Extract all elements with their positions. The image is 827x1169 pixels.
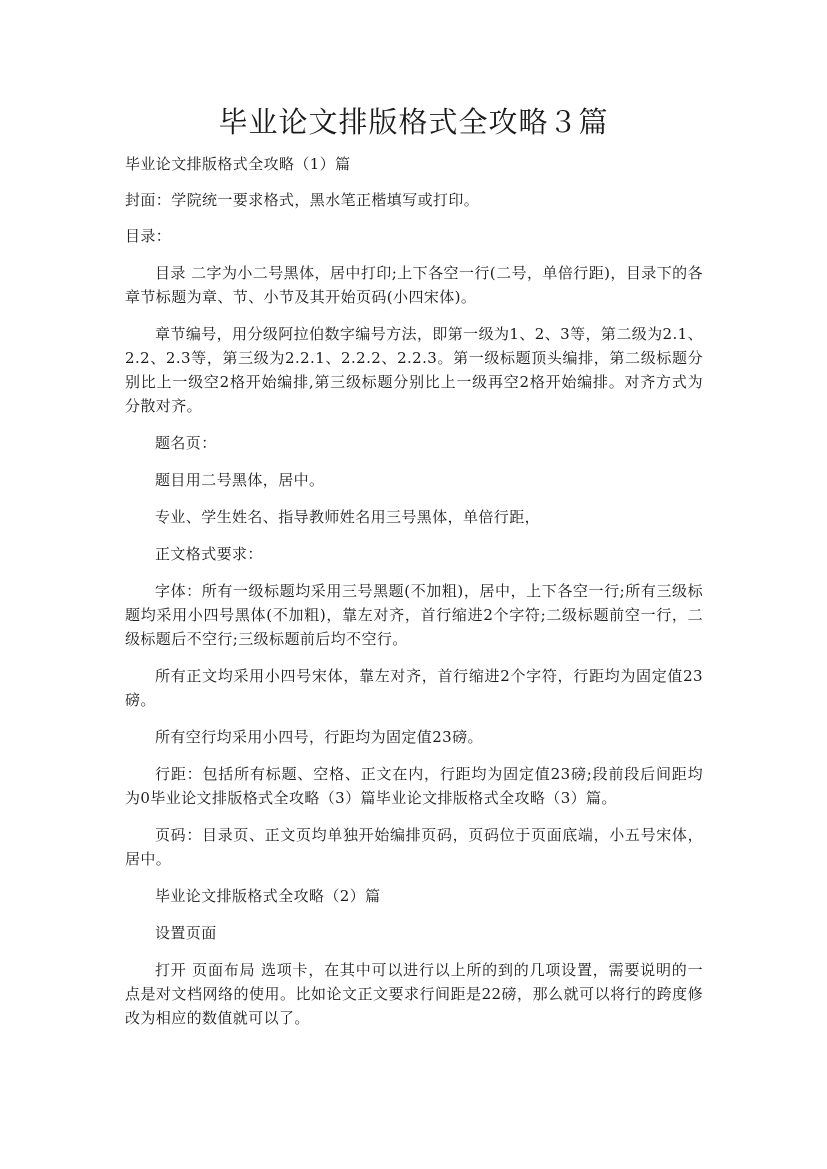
paragraph-title-page-label: 题名页： bbox=[155, 434, 217, 452]
paragraph-page-layout: 打开 页面布局 选项卡，在其中可以进行以上所的到的几项设置，需要说明的一点是对文档网络的使用。比如论文正文要求行间距是22磅，那么就可以将行的跨度修改为相应的数值就可以了。 bbox=[125, 961, 703, 1027]
section-heading-2: 毕业论文排版格式全攻略（2）篇 bbox=[155, 887, 381, 905]
paragraph-page-numbers: 页码：目录页、正文页均单独开始编排页码，页码位于页面底端，小五号宋体，居中。 bbox=[125, 826, 703, 868]
paragraph-blank-line-rules: 所有空行均采用小四号，行距均为固定值23磅。 bbox=[155, 728, 483, 746]
paragraph-title-format: 题目用二号黑体，居中。 bbox=[155, 471, 325, 489]
paragraph-toc-label: 目录： bbox=[125, 227, 172, 245]
paragraph-toc-format: 目录 二字为小二号黑体，居中打印;上下各空一行(二号，单倍行距)，目录下的各章节标题为章、节、小节及其开始页码(小四宋体)。 bbox=[125, 264, 703, 306]
paragraph-body-text-rules: 所有正文均采用小四号宋体，靠左对齐，首行缩进2个字符，行距均为固定值23磅。 bbox=[125, 667, 703, 709]
document-body bbox=[125, 152, 703, 1030]
paragraph-body-format-label: 正文格式要求： bbox=[155, 545, 263, 563]
paragraph-page-setup-label: 设置页面 bbox=[155, 924, 217, 942]
document-title: 毕业论文排版格式全攻略３篇 bbox=[218, 105, 609, 139]
paragraph-name-format: 专业、学生姓名、指导教师姓名用三号黑体，单倍行距， bbox=[155, 508, 541, 526]
section-heading-1: 毕业论文排版格式全攻略（1）篇 bbox=[125, 155, 351, 173]
paragraph-cover: 封面：学院统一要求格式，黑水笔正楷填写或打印。 bbox=[125, 191, 480, 209]
paragraph-font-rules: 字体：所有一级标题均采用三号黑题(不加粗)，居中，上下各空一行;所有三级标题均采用小四号黑体(不加粗)，靠左对齐，首行缩进2个字符;二级标题前空一行，二级标题后不空行;三级标题前后均不空行。 bbox=[125, 582, 703, 648]
paragraph-chapter-numbering: 章节编号，用分级阿拉伯数字编号方法，即第一级为1、2、3等，第二级为2.1、2.2、2.3等，第三级为2.2.1、2.2.2、2.2.3。第一级标题顶头编排，第二级标题分别比上一级空2格开始编排,第三级标题分别比上一级再空2格开始编排。对齐方式为分散对齐。 bbox=[125, 325, 703, 415]
paragraph-line-spacing: 行距：包括所有标题、空格、正文在内，行距均为固定值23磅;段前段后间距均为0毕业论文排版格式全攻略（3）篇毕业论文排版格式全攻略（3）篇。 bbox=[125, 765, 703, 807]
